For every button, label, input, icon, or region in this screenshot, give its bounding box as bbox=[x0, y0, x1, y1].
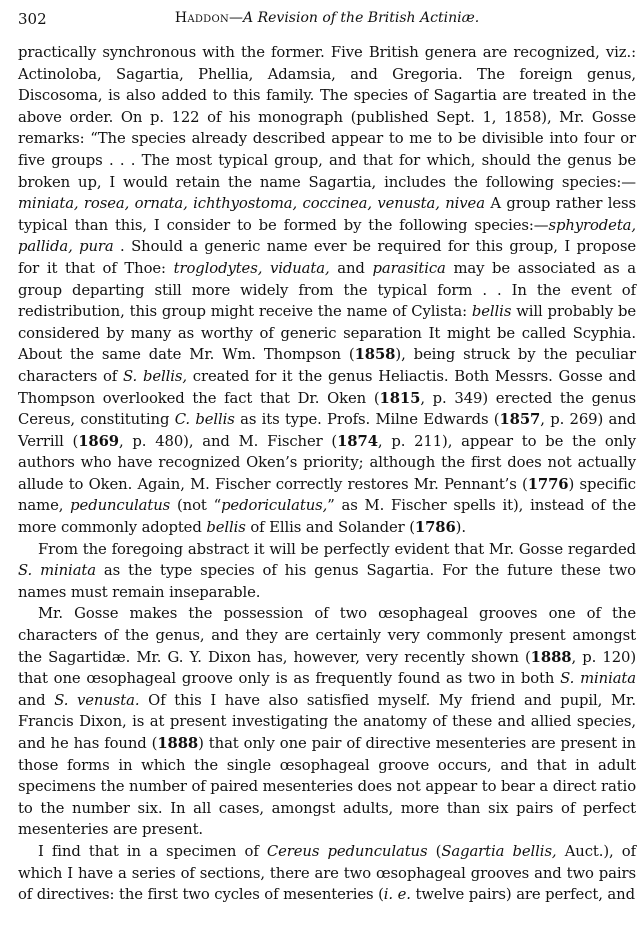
text-run: . Should a generic name ever be required for this group, I propose for it that of Thoe: bbox=[18, 238, 636, 277]
italic-run: Sagartia bellis, bbox=[441, 842, 557, 860]
text-run: A group rather less typical than this, I consider to be formed by the following species:— bbox=[18, 195, 636, 234]
text-run: ) specific name, bbox=[18, 475, 636, 515]
text-run: as its type. Profs. Milne Edwards ( bbox=[234, 411, 500, 429]
text-run: , p. 480), and M. Fischer ( bbox=[119, 432, 338, 450]
text-run: (not “ bbox=[170, 497, 222, 515]
year-citation: 1857 bbox=[499, 411, 541, 429]
year-citation: 1888 bbox=[157, 735, 199, 752]
italic-run: S. venusta. bbox=[54, 691, 140, 709]
text-run: , p. 349) erected the genus Cereus, constituting bbox=[18, 389, 636, 429]
year-citation: 1786 bbox=[414, 519, 456, 537]
italic-run: i. e. bbox=[383, 886, 411, 904]
text-run: Of this I have also satisfied myself. My friend and pupil, Mr. Francis Dixon, is at present investigating the anatomy of these and allied species, and he has found ( bbox=[18, 691, 636, 752]
italic-run: Cereus pedunculatus bbox=[266, 842, 428, 860]
text-run: and bbox=[18, 691, 55, 709]
text-run: ). bbox=[455, 519, 466, 537]
year-citation: 1874 bbox=[337, 432, 378, 450]
italic-run: miniata, rosea, ornata, ichthyostoma, coccinea, venusta, nivea bbox=[18, 195, 485, 213]
text-run: From the foregoing abstract it will be perfectly evident that Mr. Gosse regarded bbox=[38, 540, 636, 558]
text-run: twelve pairs) are perfect, and bbox=[410, 886, 635, 904]
text-run: created for it the genus Heliactis. Both Messrs. Gosse and Thompson overlooked the fact that Dr. Oken ( bbox=[18, 367, 636, 407]
italic-run: S. bellis, bbox=[123, 367, 187, 385]
paragraph-2 bbox=[18, 539, 636, 604]
author-name: Haddon bbox=[174, 10, 230, 26]
title-separator: — bbox=[229, 10, 244, 26]
paragraph-4 bbox=[18, 841, 636, 906]
italic-run: S. miniata bbox=[18, 562, 96, 580]
text-run: may be associated as a group departing still more widely from the typical form . . In the event of redistribution, this group might receive the name of Cylista: bbox=[18, 259, 636, 321]
year-citation: 1776 bbox=[527, 475, 569, 493]
page-number: 302 bbox=[18, 10, 47, 28]
text-run: ” as M. Fischer spells it), instead of the more commonly adopted bbox=[18, 497, 636, 537]
article-title: A Revision of the British Actiniæ. bbox=[243, 10, 480, 26]
italic-run: bellis bbox=[206, 519, 246, 537]
text-run: of Ellis and Solander ( bbox=[245, 519, 415, 537]
italic-run: sphyrodeta, pallida, pura bbox=[18, 216, 636, 256]
paragraph-3 bbox=[18, 603, 636, 841]
text-run: Mr. Gosse makes the possession of two œsophageal grooves one of the characters of the genus, and they are certainly very commonly present amongst the Sagartidæ. Mr. G. Y. Dixon has, however, very recently shown ( bbox=[18, 605, 636, 666]
year-citation: 1858 bbox=[354, 346, 396, 364]
text-run: ) that only one pair of directive mesenteries are present in those forms in which the single œsophageal groove occurs, and that in adult specimens the number of paired mesenteries does not appear to bear a direct ratio to the number six. In all cases, amongst adults, more than six pairs of perfect mesenteries are present. bbox=[18, 735, 636, 839]
year-citation: 1869 bbox=[78, 432, 120, 450]
year-citation: 1815 bbox=[379, 389, 421, 407]
italic-run: troglodytes, viduata, bbox=[173, 259, 330, 277]
text-run: as the type species of his genus Sagartia. For the future these two names must remain inseparable. bbox=[18, 562, 636, 601]
text-run: ( bbox=[427, 842, 442, 860]
text-run: ), being struck by the peculiar characters of bbox=[18, 346, 636, 385]
paragraph-1 bbox=[18, 42, 636, 539]
italic-run: C. bellis bbox=[174, 411, 235, 429]
italic-run: parasitica bbox=[372, 259, 446, 277]
running-header bbox=[18, 10, 636, 32]
text-run: , p. 120) that one œsophageal groove only is as frequently found as two in both bbox=[18, 648, 636, 688]
italic-run: bellis bbox=[471, 303, 512, 321]
text-run: will probably be considered by many as worthy of generic separation It might be called Scyphia. About the same date Mr. Wm. Thompson ( bbox=[18, 303, 636, 364]
running-title bbox=[18, 10, 636, 26]
text-run: and bbox=[329, 259, 373, 277]
body-text bbox=[18, 42, 636, 906]
text-run: I find that in a specimen of bbox=[38, 842, 267, 860]
italic-run: pedoriculatus, bbox=[221, 497, 328, 515]
text-run: , p. 269) and Verrill ( bbox=[18, 411, 636, 450]
italic-run: pedunculatus bbox=[70, 497, 171, 515]
text-run: practically synchronous with the former. Five British genera are recognized, viz.: Actinoloba, Sagartia, Phellia, Adamsia, and Gregoria. The foreign genus, Discosoma, is also added to this family. The species of Sagartia are treated in the above order. On p. 122 of his monograph (published Sept. 1, 1858), Mr. Gosse remarks: “The species already described appear to me to be divisible into four or five groups . . . The most typical group, and that for which, should the genus be broken up, I would retain the name Sagartia, includes the following species:— bbox=[18, 44, 636, 191]
text-run: , p. 211), appear to be the only authors who have recognized Oken’s priority; although the first does not actually allude to Oken. Again, M. Fischer correctly restores Mr. Pennant’s ( bbox=[18, 432, 636, 493]
year-citation: 1888 bbox=[530, 648, 572, 666]
text-run: Auct.), of which I have a series of sections, there are two œsophageal grooves and two pairs of directives: the first two cycles of mesenteries ( bbox=[18, 842, 636, 904]
italic-run: S. miniata bbox=[560, 670, 636, 688]
